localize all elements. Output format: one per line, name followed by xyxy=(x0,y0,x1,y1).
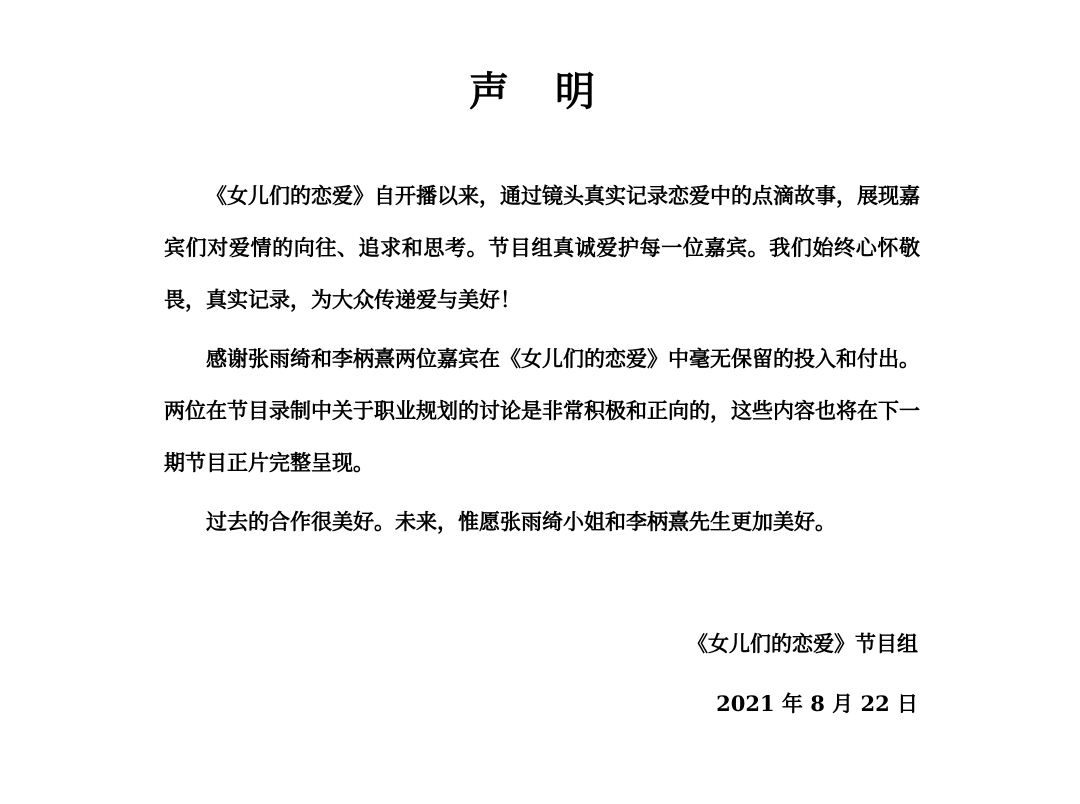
paragraph-intro: 《女儿们的恋爱》自开播以来，通过镜头真实记录恋爱中的点滴故事，展现嘉宾们对爱情的向往、追求和思考。节目组真诚爱护每一位嘉宾。我们始终心怀敬畏，真实记录，为大众传递爱与美好！ xyxy=(164,183,920,312)
document-title: 声 明 xyxy=(469,68,611,115)
statement-body xyxy=(164,170,920,555)
paragraph-thanks: 感谢张雨绮和李柄熹两位嘉宾在《女儿们的恋爱》中毫无保留的投入和付出。两位在节目录制中关于职业规划的讨论是非常积极和正向的，这些内容也将在下一期节目正片完整呈现。 xyxy=(164,346,920,475)
paragraph-closing: 过去的合作很美好。未来，惟愿张雨绮小姐和李柄熹先生更加美好。 xyxy=(206,509,836,534)
signature-organization: 《女儿们的恋爱》节目组 xyxy=(687,631,918,656)
signature-date: 2021 年 8 月 22 日 xyxy=(716,691,918,716)
